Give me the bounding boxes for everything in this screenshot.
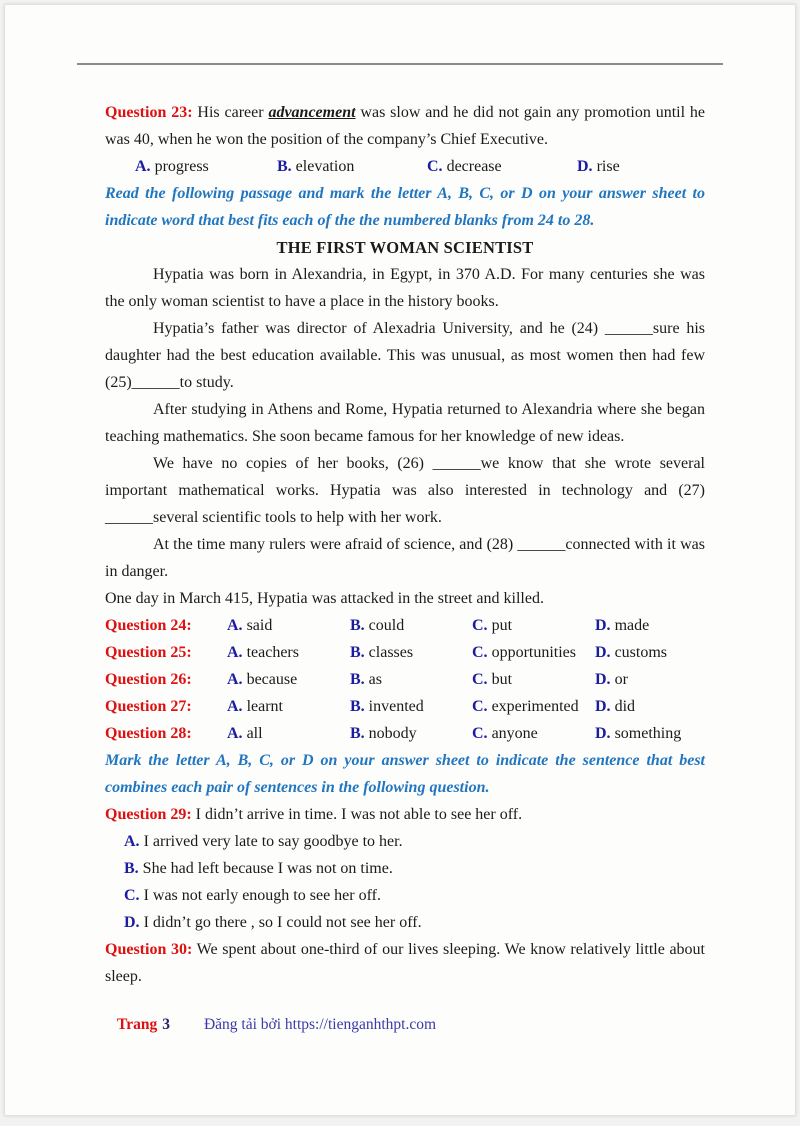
question-29 [105, 801, 705, 828]
option-b-text: invented [368, 698, 424, 715]
exam-content [105, 99, 705, 990]
option-b-letter: B. [277, 158, 292, 175]
passage-title: THE FIRST WOMAN SCIENTIST [276, 238, 534, 257]
question-28-label: Question 28: [105, 725, 192, 742]
option-d-text: or [614, 671, 628, 688]
option-d-letter: D. [595, 617, 611, 634]
document-page [4, 4, 796, 1116]
question-23-text-before: His career [197, 104, 269, 121]
page-footer [117, 1013, 717, 1037]
footer-page-label: Trang [117, 1016, 158, 1033]
question-29-text: I didn’t arrive in time. I was not able to see her off. [191, 806, 523, 823]
option-a [135, 153, 277, 180]
question-23-text-after: was slow and he did not gain any promotion until he was 40, when he won the position of the company’s Chief Executive. [105, 104, 706, 148]
question-26-label: Question 26: [105, 671, 192, 688]
option-c-text: experimented [491, 698, 579, 715]
option-b [350, 639, 472, 666]
option-d [595, 639, 705, 666]
option-b [350, 693, 472, 720]
footer-source-link: Đăng tải bởi https://tienganhthpt.com [203, 1016, 437, 1033]
question-29-option-a [105, 828, 705, 855]
passage-paragraph-1: Hypatia was born in Alexandria, in Egypt, in 370 A.D. For many centuries she was the only woman scientist to have a place in the history books. [105, 266, 705, 310]
option-a-letter: A. [227, 671, 243, 688]
option-d-text: rise [596, 158, 620, 175]
question-23-keyword: advancement [268, 104, 356, 121]
option-a-text: because [246, 671, 298, 688]
question-29-label: Question 29: [105, 806, 192, 823]
option-d-text: something [614, 725, 682, 742]
option-d [577, 153, 620, 180]
option-a [227, 693, 350, 720]
question-29-option-c [105, 882, 705, 909]
question-23-options [105, 153, 705, 180]
option-c-text: anyone [491, 725, 538, 742]
option-c [472, 666, 595, 693]
option-b [350, 612, 472, 639]
option-b-letter: B. [350, 671, 365, 688]
option-a-letter: A. [227, 617, 243, 634]
instruction-combine: Mark the letter A, B, C, or D on your answer sheet to indicate the sentence that best combines each pair of sentences in the following question. [105, 752, 705, 796]
option-a-text: learnt [246, 698, 283, 715]
option-a-letter: A. [135, 158, 151, 175]
option-b-text: elevation [295, 158, 355, 175]
option-c-letter: C. [472, 671, 488, 688]
option-d-letter: D. [124, 914, 140, 931]
option-b-text: classes [368, 644, 414, 661]
option-b [277, 153, 427, 180]
question-29-option-b [105, 855, 705, 882]
option-b-letter: B. [350, 644, 365, 661]
option-a [227, 720, 350, 747]
option-a-letter: A. [227, 725, 243, 742]
option-c-letter: C. [124, 887, 140, 904]
option-d-letter: D. [595, 725, 611, 742]
question-23-label: Question 23: [105, 104, 193, 121]
option-a-text: all [246, 725, 263, 742]
option-a-letter: A. [227, 698, 243, 715]
option-c-text: but [491, 671, 513, 688]
option-a-text: teachers [246, 644, 299, 661]
option-d-letter: D. [595, 644, 611, 661]
passage-paragraph-5: At the time many rulers were afraid of science, and (28) ______connected with it was in danger. [105, 536, 705, 580]
option-c [472, 693, 595, 720]
passage-paragraph-3: After studying in Athens and Rome, Hypatia returned to Alexandria where she began teaching mathematics. She soon became famous for her knowledge of new ideas. [105, 401, 705, 445]
passage-closing-line: One day in March 415, Hypatia was attacked in the street and killed. [105, 590, 544, 607]
instruction-cloze: Read the following passage and mark the letter A, B, C, or D on your answer sheet to indicate word that best fits each of the the numbered blanks from 24 to 28. [105, 185, 705, 229]
option-d-text: I didn’t go there , so I could not see her off. [139, 914, 422, 931]
option-d [595, 720, 705, 747]
option-d [595, 693, 705, 720]
option-a-text: progress [154, 158, 209, 175]
question-26-row [105, 666, 705, 693]
option-d [595, 612, 705, 639]
header-rule [77, 63, 723, 65]
option-c-text: opportunities [491, 644, 576, 661]
option-d-letter: D. [577, 158, 593, 175]
option-d-text: did [614, 698, 636, 715]
option-c-text: decrease [446, 158, 502, 175]
option-d-letter: D. [595, 698, 611, 715]
option-c [472, 639, 595, 666]
option-b-text: as [368, 671, 382, 688]
option-c-letter: C. [472, 698, 488, 715]
option-d-text: made [614, 617, 650, 634]
question-30 [105, 936, 705, 990]
question-30-label: Question 30: [105, 941, 193, 958]
passage-paragraph-4: We have no copies of her books, (26) ______we know that she wrote several important mathematical works. Hypatia was also interested in technology and (27) ______several scientific tools to help with her work. [105, 455, 705, 526]
option-b [350, 666, 472, 693]
option-c [427, 153, 577, 180]
option-a-text: I arrived very late to say goodbye to her. [139, 833, 403, 850]
option-b-letter: B. [350, 698, 365, 715]
footer-page-number: 3 [162, 1016, 170, 1033]
option-b-letter: B. [124, 860, 139, 877]
option-b-letter: B. [350, 617, 365, 634]
option-c-letter: C. [472, 617, 488, 634]
option-d [595, 666, 705, 693]
option-b [350, 720, 472, 747]
option-b-text: could [368, 617, 405, 634]
option-d-letter: D. [595, 671, 611, 688]
option-c-text: I was not early enough to see her off. [139, 887, 381, 904]
option-b-text: nobody [368, 725, 417, 742]
question-30-text: We spent about one-third of our lives sleeping. We know relatively little about sleep. [105, 941, 706, 985]
option-b-text: She had left because I was not on time. [138, 860, 393, 877]
question-25-label: Question 25: [105, 644, 192, 661]
question-28-row [105, 720, 705, 747]
question-24-label: Question 24: [105, 617, 192, 634]
question-29-option-d [105, 909, 705, 936]
option-a [227, 639, 350, 666]
option-d-text: customs [614, 644, 668, 661]
option-a [227, 666, 350, 693]
option-a [227, 612, 350, 639]
option-c-text: put [491, 617, 513, 634]
option-a-letter: A. [227, 644, 243, 661]
question-27-row [105, 693, 705, 720]
option-b-letter: B. [350, 725, 365, 742]
question-25-row [105, 639, 705, 666]
option-c [472, 720, 595, 747]
question-27-label: Question 27: [105, 698, 192, 715]
passage-paragraph-2: Hypatia’s father was director of Alexadria University, and he (24) ______sure his daughter had the best education available. This was unusual, as most women then had few (25)______to study. [105, 320, 705, 391]
option-a-text: said [246, 617, 273, 634]
question-24-row [105, 612, 705, 639]
option-c-letter: C. [427, 158, 443, 175]
option-c [472, 612, 595, 639]
question-23 [105, 99, 705, 153]
option-a-letter: A. [124, 833, 140, 850]
option-c-letter: C. [472, 644, 488, 661]
option-c-letter: C. [472, 725, 488, 742]
